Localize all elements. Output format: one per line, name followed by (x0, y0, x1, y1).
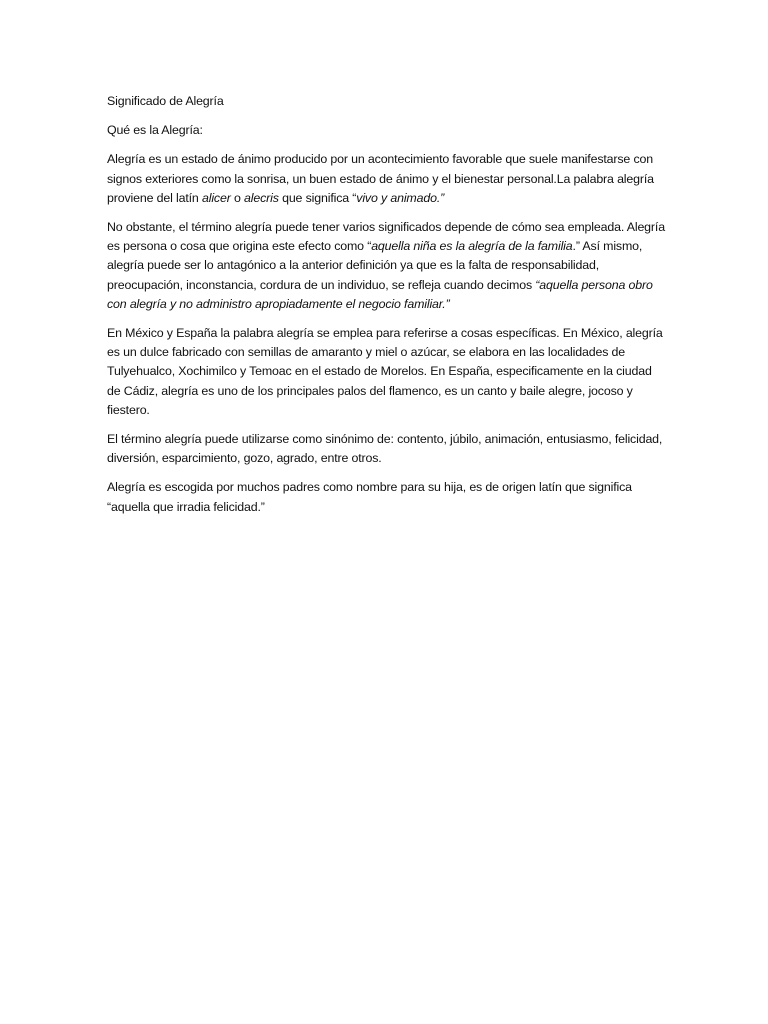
italic-term: alecris (244, 190, 279, 205)
section-heading: Qué es la Alegría: (107, 123, 203, 138)
paragraph-mexico-spain: En México y España la palabra alegría se emplea para referirse a cosas específicas. En México, alegría es un dulce fabricado con semillas de amaranto y miel o azúcar, se elabora en las localidades de Tulyehualco, Xochimilco y Temoac en el estado de Morelos. En España, especificamente en la ciudad de Cádiz, alegría es uno de los principales palos del flamenco, es un canto y baile alegre, jocoso y fiestero. (107, 326, 663, 417)
paragraph-text: o (230, 190, 245, 205)
paragraph-text: .” Así mismo, alegría puede ser lo antagónico a la anterior definición ya que es la falta de responsabilidad, preocupación, inconstancia, cordura de un individuo, se refleja cuando decimos (107, 239, 643, 292)
italic-quote: aquella niña es la alegría de la familia (371, 239, 573, 254)
paragraph-synonyms: El término alegría puede utilizarse como sinónimo de: contento, júbilo, animación, entusiasmo, felicidad, diversión, esparcimiento, gozo, agrado, entre otros. (107, 432, 663, 466)
paragraph-name: Alegría es escogida por muchos padres como nombre para su hija, es de origen latín que significa “aquella que irradia felicidad.” (107, 480, 632, 514)
paragraph-text: que significa “ (278, 190, 357, 205)
document-body (107, 92, 667, 527)
paragraph-text: Alegría es un estado de ánimo producido por un acontecimiento favorable que suele manifestarse con signos exteriores como la sonrisa, un buen estado de ánimo y el bienestar personal.La palabra alegría proviene del latín (107, 152, 654, 205)
italic-term: alicer (201, 190, 231, 205)
document-title: Significado de Alegría (107, 94, 224, 108)
italic-quote: vivo y animado.” (356, 190, 445, 205)
italic-quote: “aquella persona obro con alegría y no administro apropiadamente el negocio familiar.” (107, 277, 653, 311)
paragraph-text: No obstante, el término alegría puede tener varios significados depende de cómo sea empleada. Alegría es persona o cosa que origina este efecto como “ (107, 220, 665, 254)
paragraph-definition (107, 150, 667, 208)
paragraph-meanings (107, 218, 667, 314)
